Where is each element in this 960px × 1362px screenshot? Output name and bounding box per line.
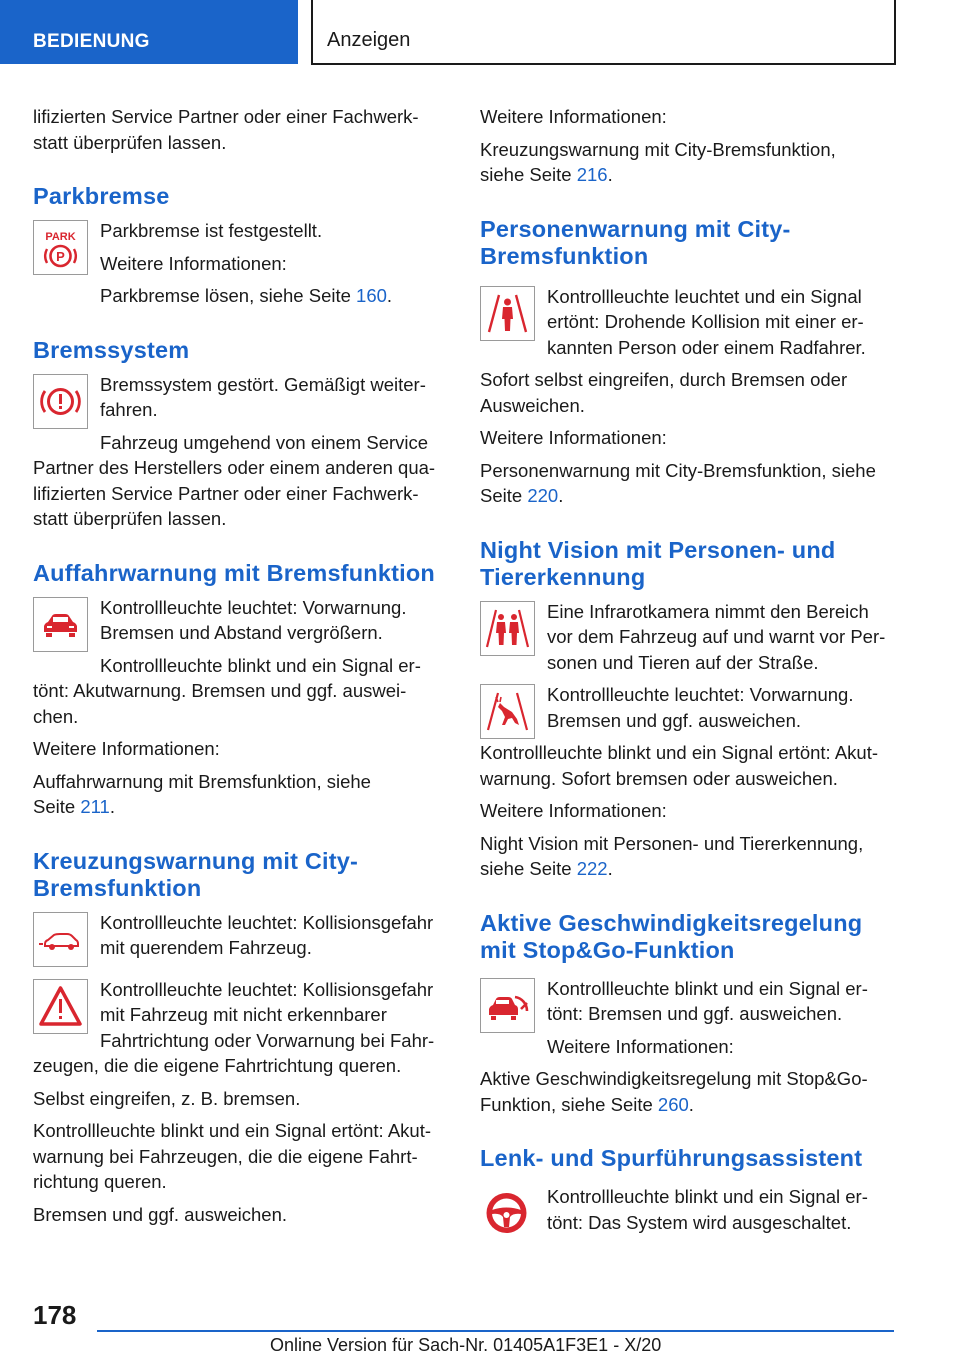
night-vision-block-1: Eine Infrarotkamera nimmt den Bereich vor dem Fahrzeug auf und warnt vor Per- sonen und Tieren auf der Straße. [480, 599, 896, 676]
page-link-211[interactable]: 211 [80, 796, 110, 817]
heading-auffahrwarnung: Auffahrwarnung mit Bremsfunktion [33, 559, 435, 586]
page-link-222[interactable]: 222 [576, 858, 608, 879]
warning-triangle-icon [33, 979, 88, 1034]
pedestrian-warning-icon [480, 286, 535, 341]
night-vision-block-2: Kontrollleuchte leuchtet: Vorwarnung. Bremsen und ggf. ausweichen. [480, 682, 896, 733]
heading-bremssystem: Bremssystem [33, 336, 190, 363]
front-collision-icon [33, 597, 88, 652]
section-tab [311, 0, 896, 65]
footer-version: Online Version für Sach-Nr. 01405A1F3E1 - X/20 [270, 1335, 662, 1355]
kreuzungswarnung-block-2: Kontrollleuchte leuchtet: Kollisionsgefahr mit Fahrzeug mit nicht erkennbarer Fahrtrichtung oder Vorwarnung bei Fahr- zeugen, die die eigene Fahrtrichtung queren. Selbst eingreifen, z. B. bremsen. Kontrollleuchte blinkt und ein Signal ertönt: Akut- warnung bei Fahrzeugen, die die eigene Fahrt- richtung queren. Bremsen und ggf. ausweichen. [33, 978, 435, 1225]
page-number: 178 [33, 1300, 77, 1330]
page-link-220[interactable]: 220 [527, 485, 559, 506]
svg-text:P: P [56, 249, 65, 264]
park-brake-icon [33, 220, 88, 275]
intro-text: lifizierten Service Partner oder einer Fachwerk- statt überprüfen lassen. [33, 106, 419, 153]
kreuzungswarnung-block-1: Kontrollleuchte leuchtet: Kollisionsgefahr mit querendem Fahrzeug. [33, 910, 449, 961]
auffahrwarnung-block: Kontrollleuchte leuchtet: Vorwarnung. Bremsen und Abstand vergrößern. Kontrollleuchte blinkt und ein Signal er- tönt: Akutwarnung. Bremsen und ggf. auswei- chen. Weitere Informationen: Auffahrwarnung mit Bremsfunktion, siehe Seite 211. [33, 596, 421, 817]
acc-block: Kontrollleuchte blinkt und ein Signal er- tönt: Bremsen und ggf. ausweichen. Weitere Informationen: Aktive Geschwindigkeitsregelung mit Stop&Go- Funktion, siehe Seite 260. [480, 977, 868, 1115]
brake-warning-icon [33, 374, 88, 429]
heading-parkbremse: Parkbremse [33, 183, 170, 209]
heading-lenk-spurfuehrung: Lenk- und Spurführungsassistent [480, 1145, 863, 1171]
section-title: Anzeigen [327, 29, 411, 51]
right-column: Weitere Informationen: Kreuzungswarnung mit City-Bremsfunktion, siehe Seite 216. Personenwarnung mit City- Bremsfunktion Kontrollleuchte leuchtet und ein Signal ertönt: Drohende Kollision mit einer er- kannten Person oder einem Radfahrer. Sofort selbst eingreifen, durch Bremsen oder Ausweichen. Weitere Informationen: Personenwarnung mit City-Bremsfunktion, siehe Seite 220. Night Vision mit Personen- und Tiererkennung Eine Infrarotkamera nimmt den Bereich vor dem Fahrzeug auf und warnt vor Per- sonen und Tieren auf der Straße. Kontrollleuchte leuchtet: Vorwarnung. Bremsen und ggf. ausweichen. Kontrollleuchte blinkt und ein Signal ertönt: Akut- warnung. Sofort bremsen oder ausweichen. Weitere Informationen: Night Vision mit Personen- und Tiererkennung, siehe Seite 222. Aktive Geschwindigkeitsregelung mit Stop&Go-Funktion Kontrollleuchte blinkt und ein Signal er- tönt: Bremsen und ggf. ausweichen. Weitere Informationen: Aktive Geschwindigkeitsregelung mit Stop&Go- Funktion, siehe Seite 260. Lenk- und Spurführungsassistent Kontrollleuchte blinkt und ein Signal er- tönt: Das System wird ausgeschaltet. [480, 104, 896, 1242]
page-link-260[interactable]: 260 [657, 1093, 689, 1115]
parkbremse-block: PARK P Parkbremse ist festgestellt. Weitere Informationen: Parkbremse lösen, siehe Seite 160. [33, 218, 449, 309]
personenwarnung-block: Kontrollleuchte leuchtet und ein Signal ertönt: Drohende Kollision mit einer er- kannten Person oder einem Radfahrer. Sofort selbst eingreifen, durch Bremsen oder Ausweichen. Weitere Informationen: Personenwarnung mit City-Bremsfunktion, siehe Seite 220. [480, 285, 876, 506]
bremssystem-block: Bremssystem gestört. Gemäßigt weiter- fahren. Fahrzeug umgehend von einem Service Partner des Herstellers oder einem anderen qua- lifizierten Service Partner oder einer Fachwerk- statt überprüfen lassen. [33, 373, 436, 529]
chapter-title: BEDIENUNG [33, 31, 150, 52]
cross-traffic-icon [33, 912, 88, 967]
heading-personenwarnung: Personenwarnung mit City- Bremsfunktion [480, 215, 791, 269]
left-column [33, 104, 449, 1234]
animal-warning-icon [480, 684, 535, 739]
park-brake-icon-label: PARK [45, 231, 76, 243]
lenk-block: Kontrollleuchte blinkt und ein Signal er- tönt: Das System wird ausgeschaltet. [480, 1184, 896, 1235]
page-link-216[interactable]: 216 [576, 164, 608, 185]
persons-warning-icon [480, 601, 535, 656]
page-link-160[interactable]: 160 [356, 285, 387, 306]
chapter-tab [0, 0, 298, 64]
heading-acc-stop-go: Aktive Geschwindigkeitsregelung mit Stop&Go-Funktion [480, 909, 863, 963]
footer-rule [97, 1330, 894, 1332]
steering-wheel-icon [480, 1186, 535, 1241]
heading-night-vision: Night Vision mit Personen- und Tiererkennung [480, 536, 836, 590]
heading-kreuzungswarnung: Kreuzungswarnung mit City- Bremsfunktion [33, 847, 359, 901]
cruise-control-icon [480, 978, 535, 1033]
